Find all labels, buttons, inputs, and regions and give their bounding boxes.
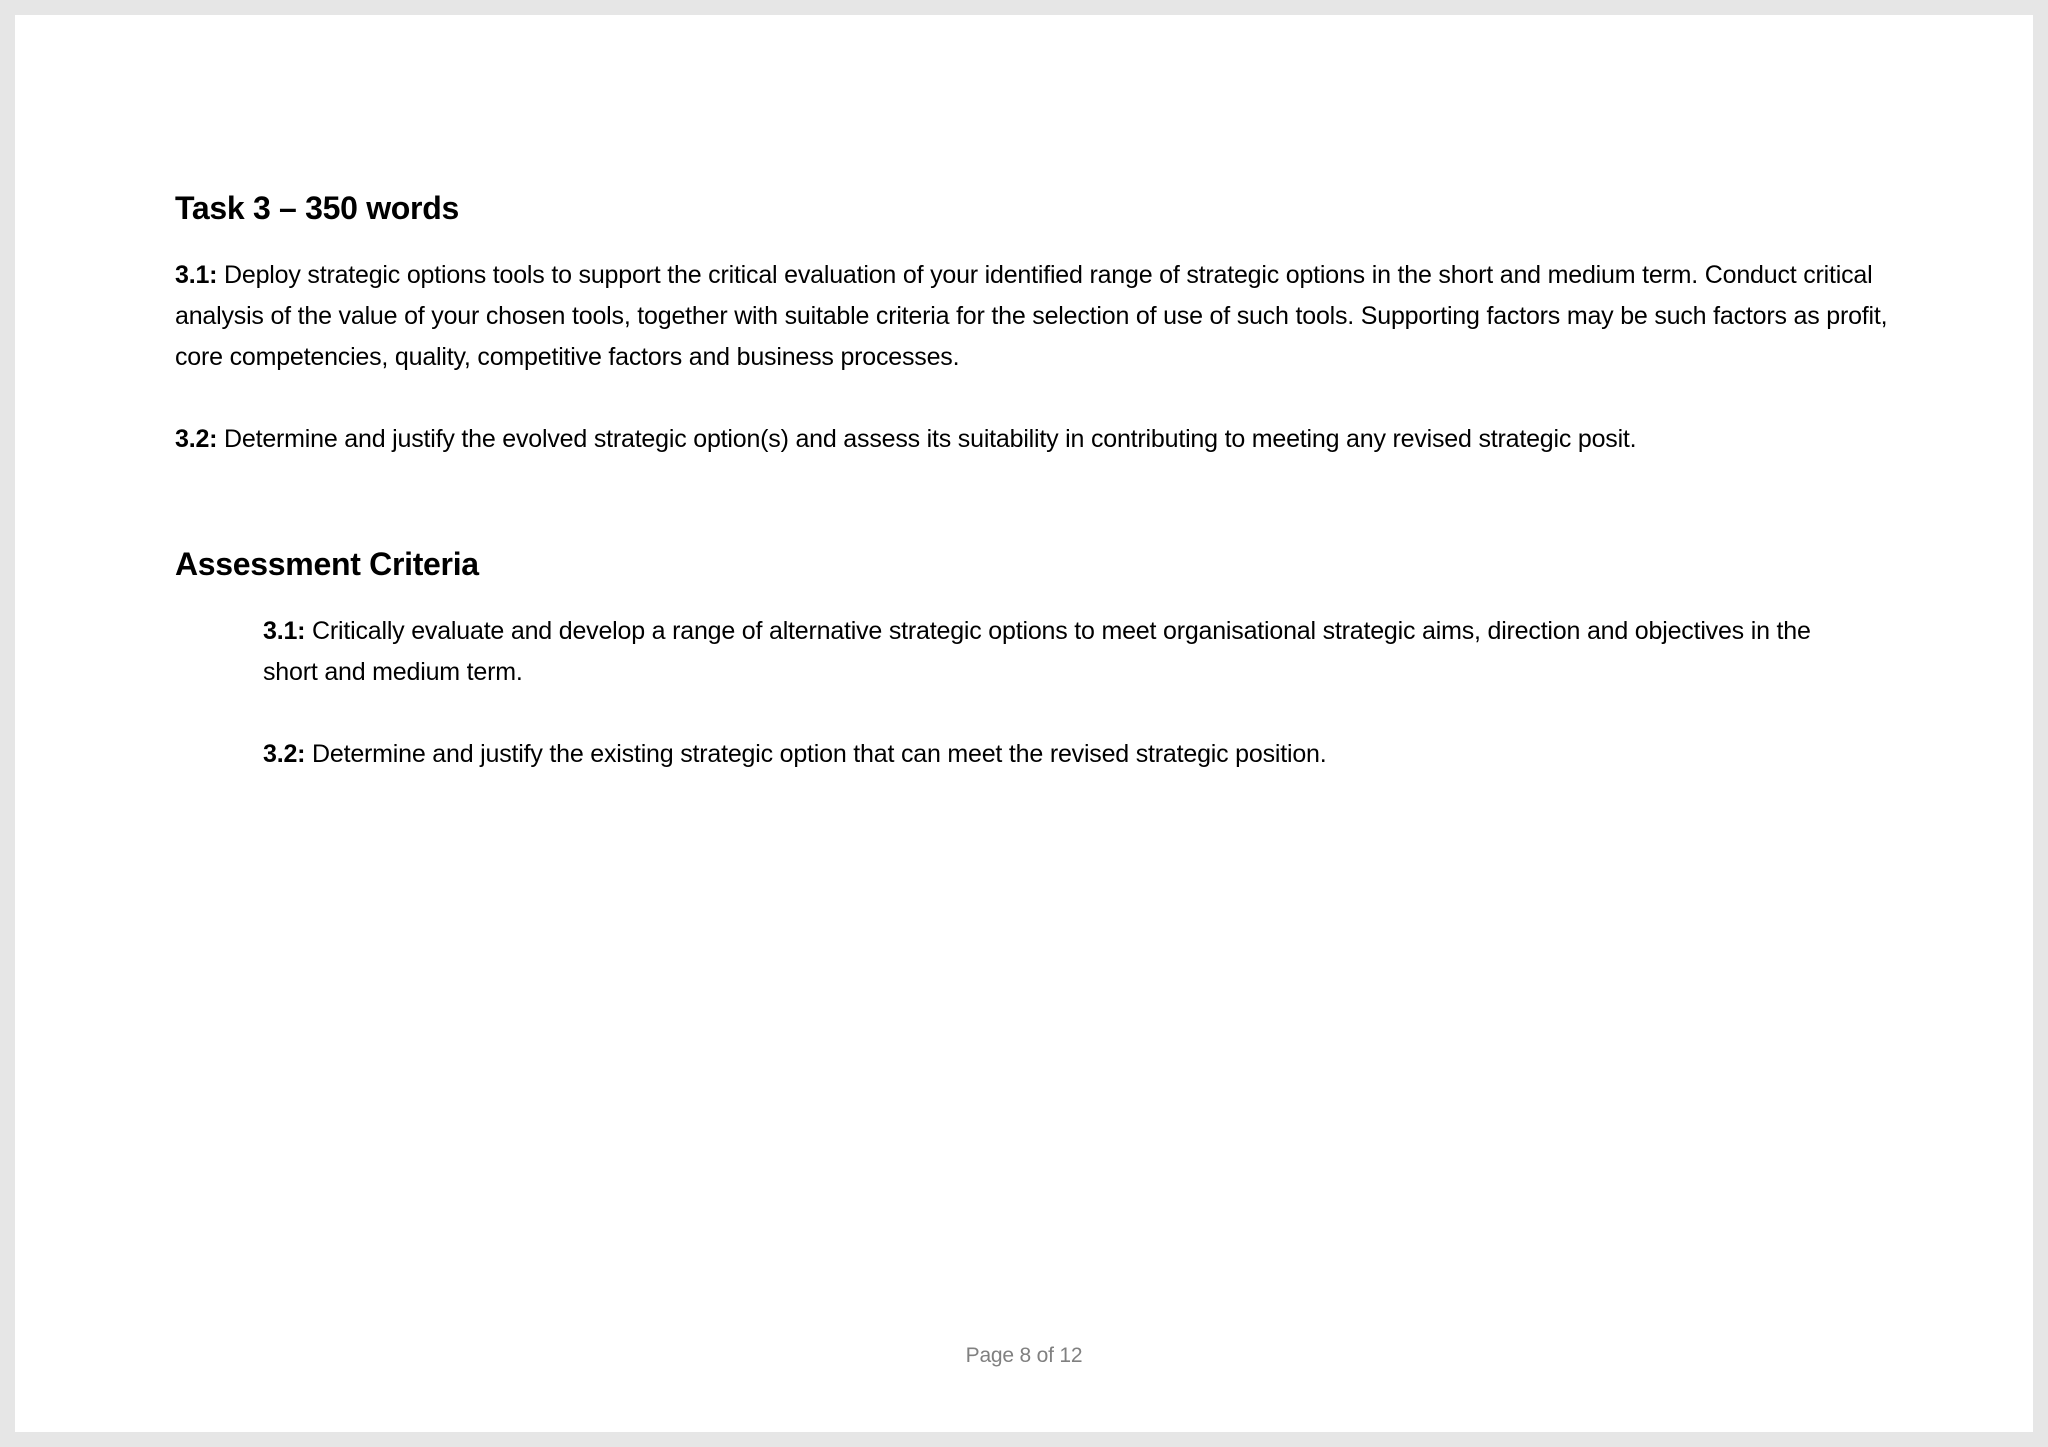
task-item-label: 3.1:	[175, 261, 218, 289]
criteria-item-text: Determine and justify the existing strategic option that can meet the revised strategic position.	[305, 740, 1327, 768]
criteria-item-3-1	[263, 611, 1823, 693]
criteria-item-label: 3.2:	[263, 740, 306, 768]
criteria-item-3-2	[263, 734, 1895, 775]
page-number-footer: Page 8 of 12	[965, 1344, 1083, 1367]
assessment-criteria-heading: Assessment Criteria	[175, 546, 479, 582]
task-item-3-2	[175, 419, 1895, 460]
page-content	[175, 187, 1895, 775]
task-item-text: Determine and justify the evolved strategic option(s) and assess its suitability in contributing to meeting any revised strategic posit.	[217, 425, 1637, 453]
document-page	[15, 15, 2033, 1432]
task-item-text: Deploy strategic options tools to support the critical evaluation of your identified range of strategic options in the short and medium term. Conduct critical analysis of the value of your chosen tools, together with suitable criteria for the selection of use of such tools. Supporting factors may be such factors as profit, core competencies, quality, competitive factors and business processes.	[175, 261, 1888, 371]
task-item-label: 3.2:	[175, 425, 218, 453]
criteria-list	[175, 611, 1895, 775]
task-heading: Task 3 – 350 words	[175, 190, 459, 226]
criteria-item-label: 3.1:	[263, 617, 306, 645]
task-item-3-1	[175, 255, 1895, 378]
criteria-item-text: Critically evaluate and develop a range of alternative strategic options to meet organisational strategic aims, direction and objectives in the short and medium term.	[263, 617, 1811, 686]
